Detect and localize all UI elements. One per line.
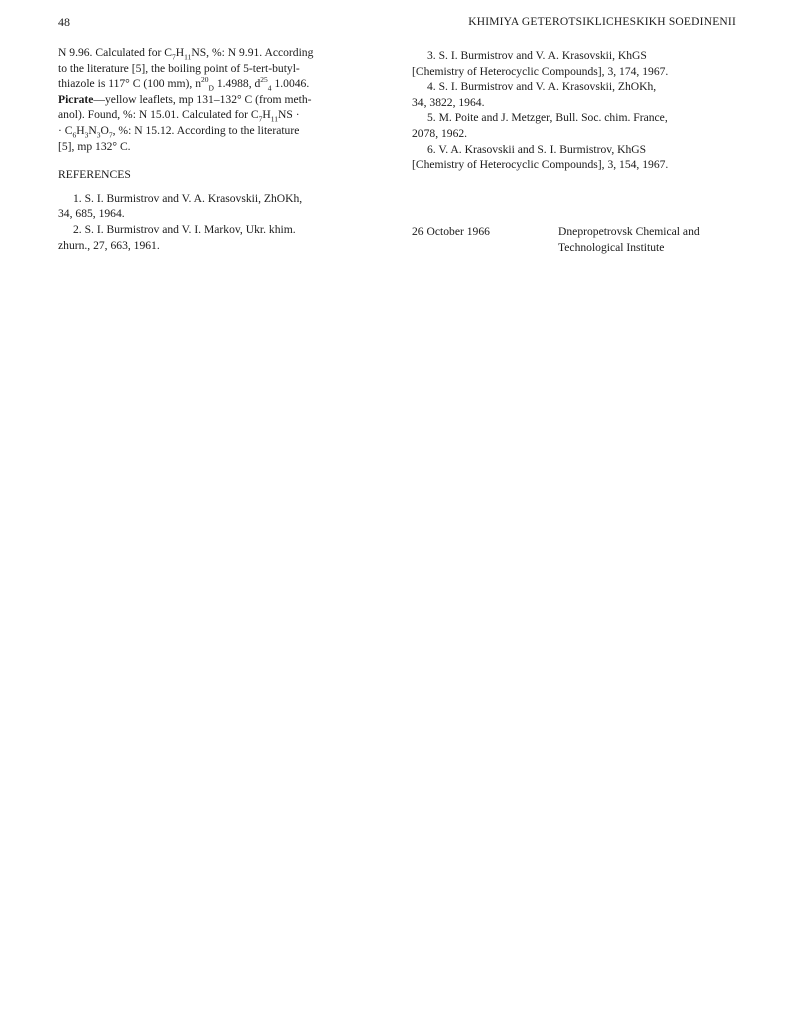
reference-2-line-2: zhurn., 27, 663, 1961.	[58, 238, 160, 252]
reference-1-line-1: 1. S. I. Burmistrov and V. A. Krasovskii, ZhOKh,	[73, 191, 303, 205]
page-number: 48	[58, 15, 70, 29]
institution-line-1: Dnepropetrovsk Chemical and	[558, 225, 700, 238]
body-line-4: Picrate—yellow leaflets, mp 131–132° C (from meth-	[58, 92, 312, 106]
reference-3-line-2: [Chemistry of Heterocyclic Compounds], 3, 174, 1967.	[412, 64, 669, 78]
reference-4-line-2: 34, 3822, 1964.	[412, 95, 485, 109]
body-line-1: N 9.96. Calculated for $C_7H_{11}NS$, %: N 9.91. According	[58, 46, 314, 62]
reference-6-line-1: 6. V. A. Krasovskii and S. I. Burmistrov, KhGS	[427, 142, 647, 156]
left-column	[58, 45, 388, 253]
reference-6-line-2: [Chemistry of Heterocyclic Compounds], 3, 154, 1967.	[412, 158, 669, 172]
reference-list-left	[58, 191, 388, 253]
reference-1-line-2: 34, 685, 1964.	[58, 207, 125, 221]
body-line-5: anol). Found, %: N 15.01. Calculated for $C_7H_{11}NS$ ·	[58, 108, 300, 124]
institution-line-2: Technological Institute	[558, 240, 665, 254]
reference-5-line-2: 2078, 1962.	[412, 126, 468, 140]
reference-4-line-1: 4. S. I. Burmistrov and V. A. Krasovskii, ZhOKh,	[427, 80, 657, 94]
reference-2-line-1: 2. S. I. Burmistrov and V. I. Markov, Ukr. khim.	[73, 222, 296, 236]
received-date: 26 October 1966	[412, 225, 490, 238]
reference-5-line-1: 5. M. Poite and J. Metzger, Bull. Soc. chim. France,	[427, 111, 668, 125]
body-line-6: · $C_6H_3N_3O_7$, %: N 15.12. According to the literature	[58, 123, 300, 140]
references-heading: REFERENCES	[58, 168, 131, 182]
body-line-3: thiazole is 117° C (100 mm), $n^{20}_D$ 1.4988, $d^{25}_4$ 1.0046.	[58, 75, 310, 93]
institution	[558, 224, 700, 255]
reference-3-line-1: 3. S. I. Burmistrov and V. A. Krasovskii, KhGS	[427, 49, 647, 62]
running-head: KHIMIYA GETEROTSIKLICHESKIKH SOEDINENII	[468, 16, 736, 28]
body-line-2: to the literature [5], the boiling point of 5-tert-butyl-	[58, 61, 300, 75]
body-line-7: [5], mp 132° C.	[58, 139, 131, 153]
right-column	[412, 48, 738, 173]
